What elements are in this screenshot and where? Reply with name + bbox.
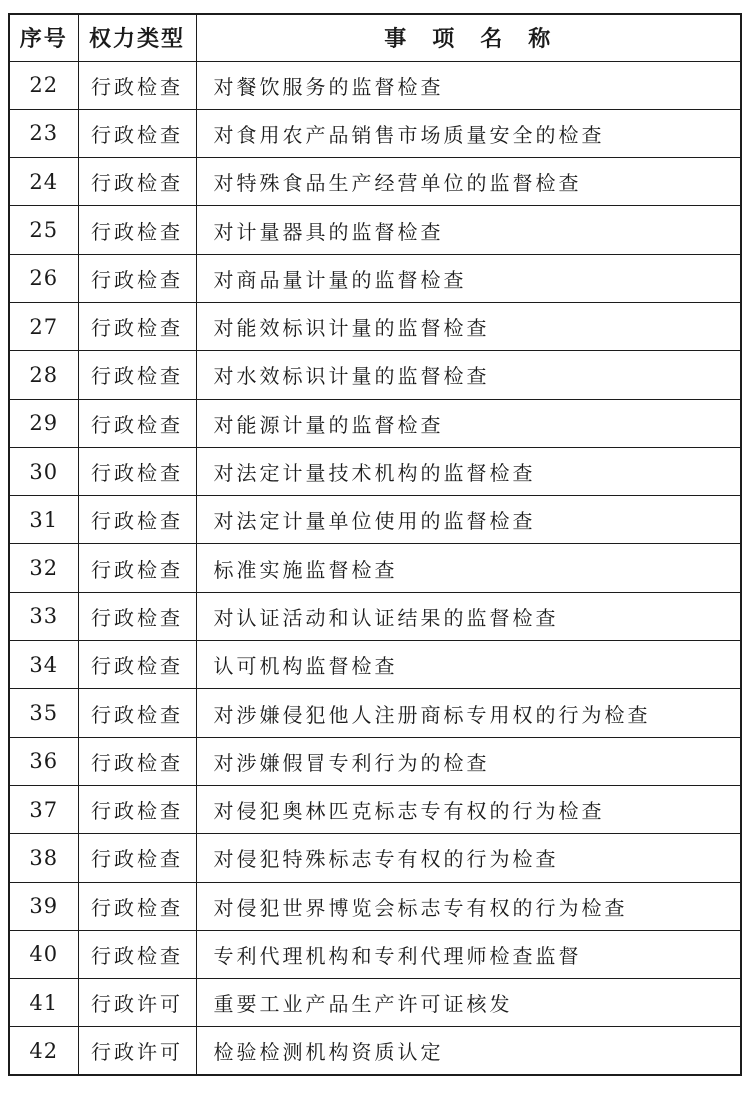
row-number: 30 — [9, 447, 78, 495]
row-number: 32 — [9, 544, 78, 592]
power-items-table — [8, 13, 742, 1076]
row-number: 26 — [9, 254, 78, 302]
table-row — [9, 641, 741, 689]
row-number: 40 — [9, 930, 78, 978]
table-row — [9, 254, 741, 302]
table-row — [9, 206, 741, 254]
power-type: 行政检查 — [78, 61, 196, 109]
power-type: 行政检查 — [78, 206, 196, 254]
power-type: 行政检查 — [78, 785, 196, 833]
row-number: 23 — [9, 109, 78, 157]
row-number: 29 — [9, 399, 78, 447]
table-row — [9, 834, 741, 882]
row-number: 39 — [9, 882, 78, 930]
item-name: 对法定计量技术机构的监督检查 — [196, 447, 741, 495]
power-type: 行政检查 — [78, 544, 196, 592]
item-name: 对能效标识计量的监督检查 — [196, 302, 741, 350]
power-type: 行政检查 — [78, 930, 196, 978]
row-number: 37 — [9, 785, 78, 833]
table-row — [9, 689, 741, 737]
item-name: 对餐饮服务的监督检查 — [196, 61, 741, 109]
power-type: 行政检查 — [78, 302, 196, 350]
item-name: 专利代理机构和专利代理师检查监督 — [196, 930, 741, 978]
item-name: 检验检测机构资质认定 — [196, 1027, 741, 1075]
item-name: 重要工业产品生产许可证核发 — [196, 979, 741, 1027]
power-type: 行政检查 — [78, 689, 196, 737]
power-type: 行政检查 — [78, 158, 196, 206]
table-row — [9, 979, 741, 1027]
power-type: 行政检查 — [78, 882, 196, 930]
row-number: 27 — [9, 302, 78, 350]
row-number: 42 — [9, 1027, 78, 1075]
power-type: 行政检查 — [78, 834, 196, 882]
row-number: 38 — [9, 834, 78, 882]
table-row — [9, 158, 741, 206]
power-type: 行政检查 — [78, 496, 196, 544]
row-number: 35 — [9, 689, 78, 737]
row-number: 36 — [9, 737, 78, 785]
power-type: 行政检查 — [78, 592, 196, 640]
item-name: 对侵犯世界博览会标志专有权的行为检查 — [196, 882, 741, 930]
power-type: 行政许可 — [78, 1027, 196, 1075]
item-name: 对商品量计量的监督检查 — [196, 254, 741, 302]
header-row — [9, 14, 741, 61]
table-row — [9, 399, 741, 447]
item-name: 对食用农产品销售市场质量安全的检查 — [196, 109, 741, 157]
item-name: 标准实施监督检查 — [196, 544, 741, 592]
row-number: 33 — [9, 592, 78, 640]
item-name: 对侵犯特殊标志专有权的行为检查 — [196, 834, 741, 882]
table-row — [9, 1027, 741, 1075]
header-power-type: 权力类型 — [78, 14, 196, 61]
row-number: 25 — [9, 206, 78, 254]
table-row — [9, 447, 741, 495]
power-type: 行政检查 — [78, 737, 196, 785]
item-name: 对计量器具的监督检查 — [196, 206, 741, 254]
table-row — [9, 496, 741, 544]
item-name: 认可机构监督检查 — [196, 641, 741, 689]
table-row — [9, 544, 741, 592]
item-name: 对涉嫌假冒专利行为的检查 — [196, 737, 741, 785]
power-type: 行政检查 — [78, 641, 196, 689]
power-type: 行政检查 — [78, 254, 196, 302]
table-row — [9, 737, 741, 785]
item-name: 对水效标识计量的监督检查 — [196, 351, 741, 399]
table-row — [9, 109, 741, 157]
item-name: 对能源计量的监督检查 — [196, 399, 741, 447]
table-header — [9, 14, 741, 61]
table-row — [9, 351, 741, 399]
item-name: 对特殊食品生产经营单位的监督检查 — [196, 158, 741, 206]
table-row — [9, 592, 741, 640]
item-name: 对涉嫌侵犯他人注册商标专用权的行为检查 — [196, 689, 741, 737]
header-item-name: 事 项 名 称 — [196, 14, 741, 61]
table-body — [9, 61, 741, 1075]
power-type: 行政检查 — [78, 399, 196, 447]
power-type: 行政检查 — [78, 447, 196, 495]
table-row — [9, 882, 741, 930]
table-row — [9, 302, 741, 350]
row-number: 28 — [9, 351, 78, 399]
table-row — [9, 930, 741, 978]
row-number: 31 — [9, 496, 78, 544]
row-number: 24 — [9, 158, 78, 206]
item-name: 对侵犯奥林匹克标志专有权的行为检查 — [196, 785, 741, 833]
table-row — [9, 61, 741, 109]
item-name: 对认证活动和认证结果的监督检查 — [196, 592, 741, 640]
power-type: 行政检查 — [78, 351, 196, 399]
row-number: 22 — [9, 61, 78, 109]
header-serial-number: 序号 — [9, 14, 78, 61]
power-type: 行政许可 — [78, 979, 196, 1027]
row-number: 41 — [9, 979, 78, 1027]
power-type: 行政检查 — [78, 109, 196, 157]
table-row — [9, 785, 741, 833]
item-name: 对法定计量单位使用的监督检查 — [196, 496, 741, 544]
row-number: 34 — [9, 641, 78, 689]
